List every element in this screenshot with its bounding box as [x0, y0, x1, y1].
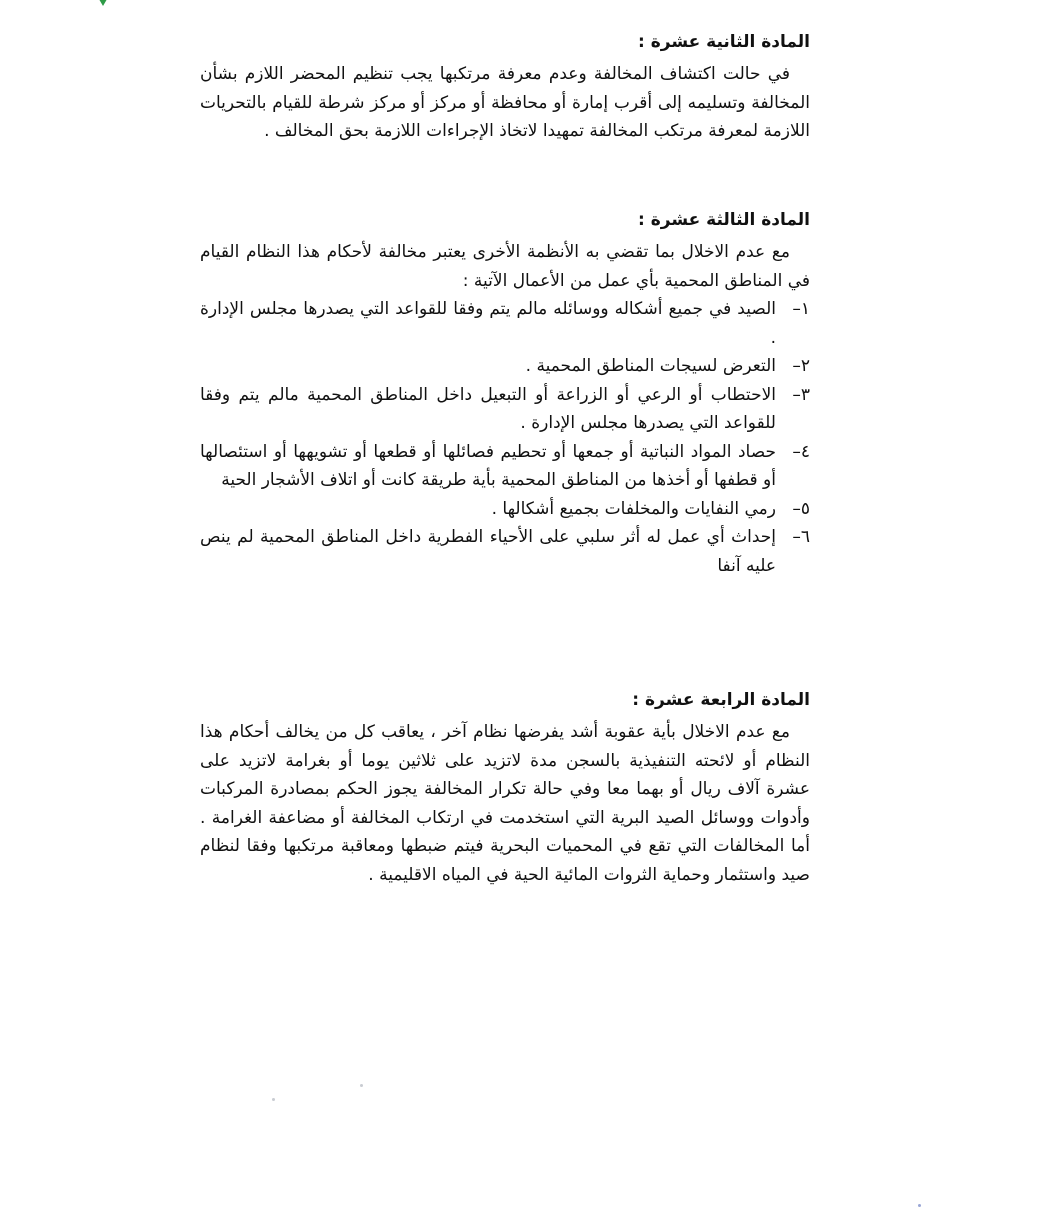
article-13-intro: مع عدم الاخلال بما تقضي به الأنظمة الأخرى يعتبر مخالفة لأحكام هذا النظام القيام في المناطق المحمية بأي عمل من الأعمال الآتية : — [200, 242, 810, 291]
article-12-text: في حالت اكتشاف المخالفة وعدم معرفة مرتكبها يجب تنظيم المحضر اللازم بشأن المخالفة وتسليمه إلى أقرب إمارة أو محافظة أو مركز أو مركز شرطة للقيام بالتحريات اللازمة لمعرفة مرتكب المخالفة تمهيدا لاتخاذ الإجراءات اللازمة بحق المخالف . — [200, 64, 810, 141]
list-item — [200, 352, 810, 381]
article-12 — [200, 30, 810, 146]
list-item — [200, 495, 810, 524]
corner-mark-icon — [96, 0, 110, 6]
list-item-number: ٤– — [792, 441, 810, 462]
article-13-list — [200, 295, 810, 580]
list-item — [200, 381, 810, 438]
article-14-heading: المادة الرابعة عشرة : — [632, 690, 810, 710]
article-13-heading: المادة الثالثة عشرة : — [638, 210, 810, 230]
list-item — [200, 438, 810, 495]
list-item-text: رمي النفايات والمخلفات بجميع أشكالها . — [491, 498, 776, 519]
list-item-number: ٢– — [792, 356, 810, 376]
article-13 — [200, 208, 810, 580]
list-item-text: التعرض لسيجات المناطق المحمية . — [525, 356, 776, 376]
list-item-number: ١– — [792, 299, 810, 319]
list-item — [200, 523, 810, 580]
list-item-text: الصيد في جميع أشكاله ووسائله مالم يتم وفقا للقواعد التي يصدرها مجلس الإدارة . — [200, 299, 776, 348]
article-14-text: مع عدم الاخلال بأية عقوبة أشد يفرضها نظام آخر ، يعاقب كل من يخالف أحكام هذا النظام أو لائحته التنفيذية بالسجن مدة لاتزيد على ثلاثين يوما أو بغرامة لاتزيد على عشرة آلاف ريال أو بهما معا وفي حالة تكرار المخالفة يجوز الحكم بمصادرة المركبات وأدوات ووسائل الصيد البرية التي استخدمت في ارتكاب المخالفة أو مضاعفة الغرامة . أما المخالفات التي تقع في المحميات البحرية فيتم ضبطها ومعاقبة مرتكبها وفقا لنظام صيد واستثمار وحماية الثروات المائية الحية في المياه الاقليمية . — [200, 722, 810, 885]
scan-speck — [918, 1204, 921, 1207]
scan-speck — [360, 1084, 363, 1087]
list-item-text: إحداث أي عمل له أثر سلبي على الأحياء الفطرية داخل المناطق المحمية لم ينص عليه آنفا — [200, 527, 776, 576]
list-item-number: ٣– — [792, 384, 810, 405]
article-14 — [200, 688, 810, 889]
article-12-heading: المادة الثانية عشرة : — [638, 32, 810, 52]
list-item-text: حصاد المواد النباتية أو جمعها أو تحطيم فصائلها أو قطعها أو تشويهها أو استئصالها أو قطفها أو أخذها من المناطق المحمية بأية طريقة كانت أو اتلاف الأشجار الحية — [200, 441, 776, 490]
list-item — [200, 295, 810, 352]
list-item-number: ٥– — [792, 498, 810, 519]
scan-speck — [272, 1098, 275, 1101]
list-item-number: ٦– — [792, 527, 810, 547]
list-item-text: الاحتطاب أو الرعي أو الزراعة أو التبعيل داخل المناطق المحمية مالم يتم وفقا للقواعد التي يصدرها مجلس الإدارة . — [200, 384, 776, 433]
